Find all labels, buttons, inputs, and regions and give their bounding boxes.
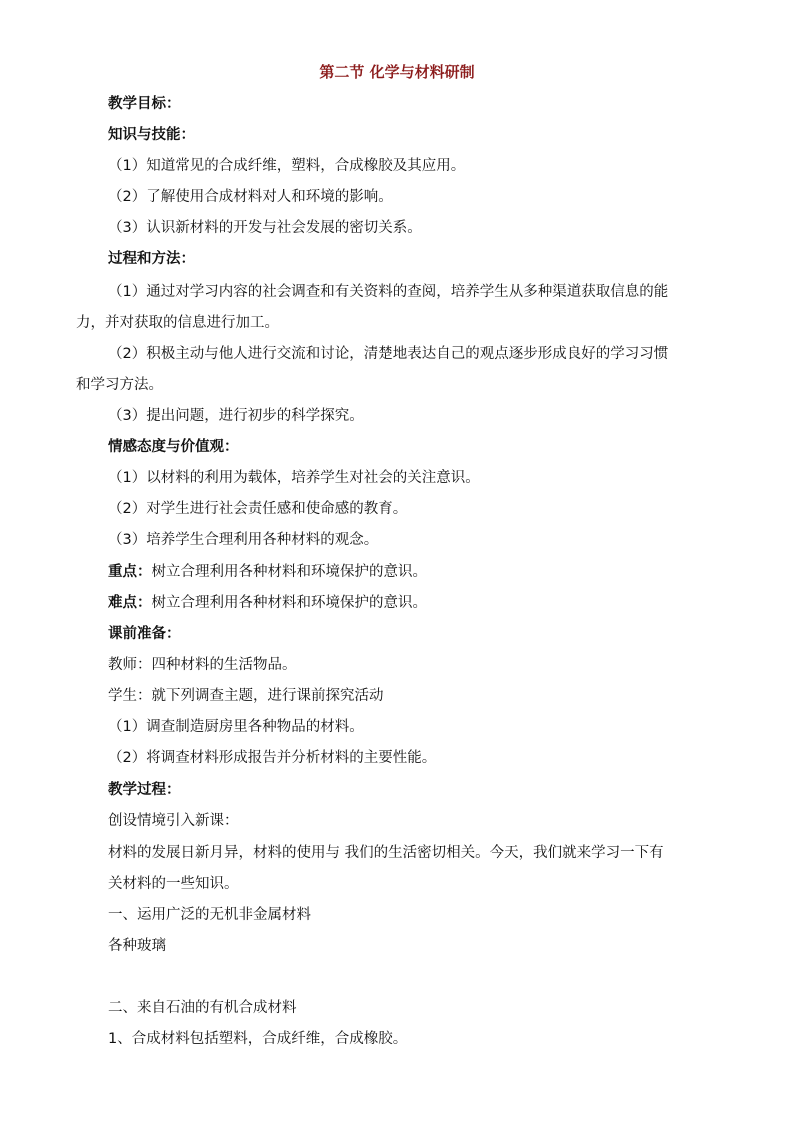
teaching-process-heading: 教学过程： [108, 782, 181, 798]
process-item3: （3）提出问题，进行初步的科学探究。 [108, 408, 364, 424]
process-item1-line1: （1）通过对学习内容的社会调查和有关资料的查阅，培养学生从多种渠道获取信息的能 [108, 284, 669, 300]
attitude-item: （1）以材料的利用为载体，培养学生对社会的关注意识。 [108, 470, 480, 486]
intro-paragraph-line2: 关材料的一些知识。 [108, 876, 239, 892]
key-point-label: 重点： [108, 564, 152, 580]
attitude-item: （3）培养学生合理利用各种材料的观念。 [108, 532, 379, 548]
process-item1-line2: 力，并对获取的信息进行加工。 [76, 315, 279, 331]
intro-line: 创设情境引入新课： [108, 813, 239, 829]
knowledge-item: （1）知道常见的合成纤维，塑料，合成橡胶及其应用。 [108, 158, 466, 174]
preparation-heading: 课前准备： [108, 626, 181, 642]
intro-paragraph-line1: 材料的发展日新月异，材料的使用与 我们的生活密切相关。今天，我们就来学习一下有 [108, 845, 664, 861]
section-one-heading: 一、运用广泛的无机非金属材料 [108, 907, 311, 923]
teaching-goals-heading: 教学目标： [108, 96, 181, 112]
preparation-teacher: 教师：四种材料的生活物品。 [108, 657, 297, 673]
knowledge-heading: 知识与技能： [108, 127, 195, 143]
section-two-item1: 1、合成材料包括塑料，合成纤维，合成橡胶。 [108, 1031, 408, 1047]
preparation-item: （1）调查制造厨房里各种物品的材料。 [108, 719, 364, 735]
glass-line: 各种玻璃 [108, 938, 166, 954]
page-title: 第二节 化学与材料研制 [319, 63, 475, 81]
key-point-text: 树立合理利用各种材料和环境保护的意识。 [151, 564, 427, 580]
attitude-heading: 情感态度与价值观： [108, 439, 239, 455]
process-method-heading: 过程和方法： [108, 251, 195, 267]
knowledge-item: （2）了解使用合成材料对人和环境的影响。 [108, 189, 393, 205]
section-two-heading: 二、来自石油的有机合成材料 [108, 1000, 297, 1016]
process-item2-line2: 和学习方法。 [76, 377, 163, 393]
difficulty-label: 难点： [108, 595, 152, 611]
difficulty-text: 树立合理利用各种材料和环境保护的意识。 [151, 595, 427, 611]
knowledge-item: （3）认识新材料的开发与社会发展的密切关系。 [108, 220, 422, 236]
attitude-item: （2）对学生进行社会责任感和使命感的教育。 [108, 501, 408, 517]
difficulty-line [108, 593, 427, 613]
key-point-line [108, 562, 427, 582]
preparation-student: 学生：就下列调查主题，进行课前探究活动 [108, 688, 384, 704]
preparation-item: （2）将调查材料形成报告并分析材料的主要性能。 [108, 750, 437, 766]
process-item2-line1: （2）积极主动与他人进行交流和讨论，清楚地表达自己的观点逐步形成良好的学习习惯 [108, 346, 669, 362]
